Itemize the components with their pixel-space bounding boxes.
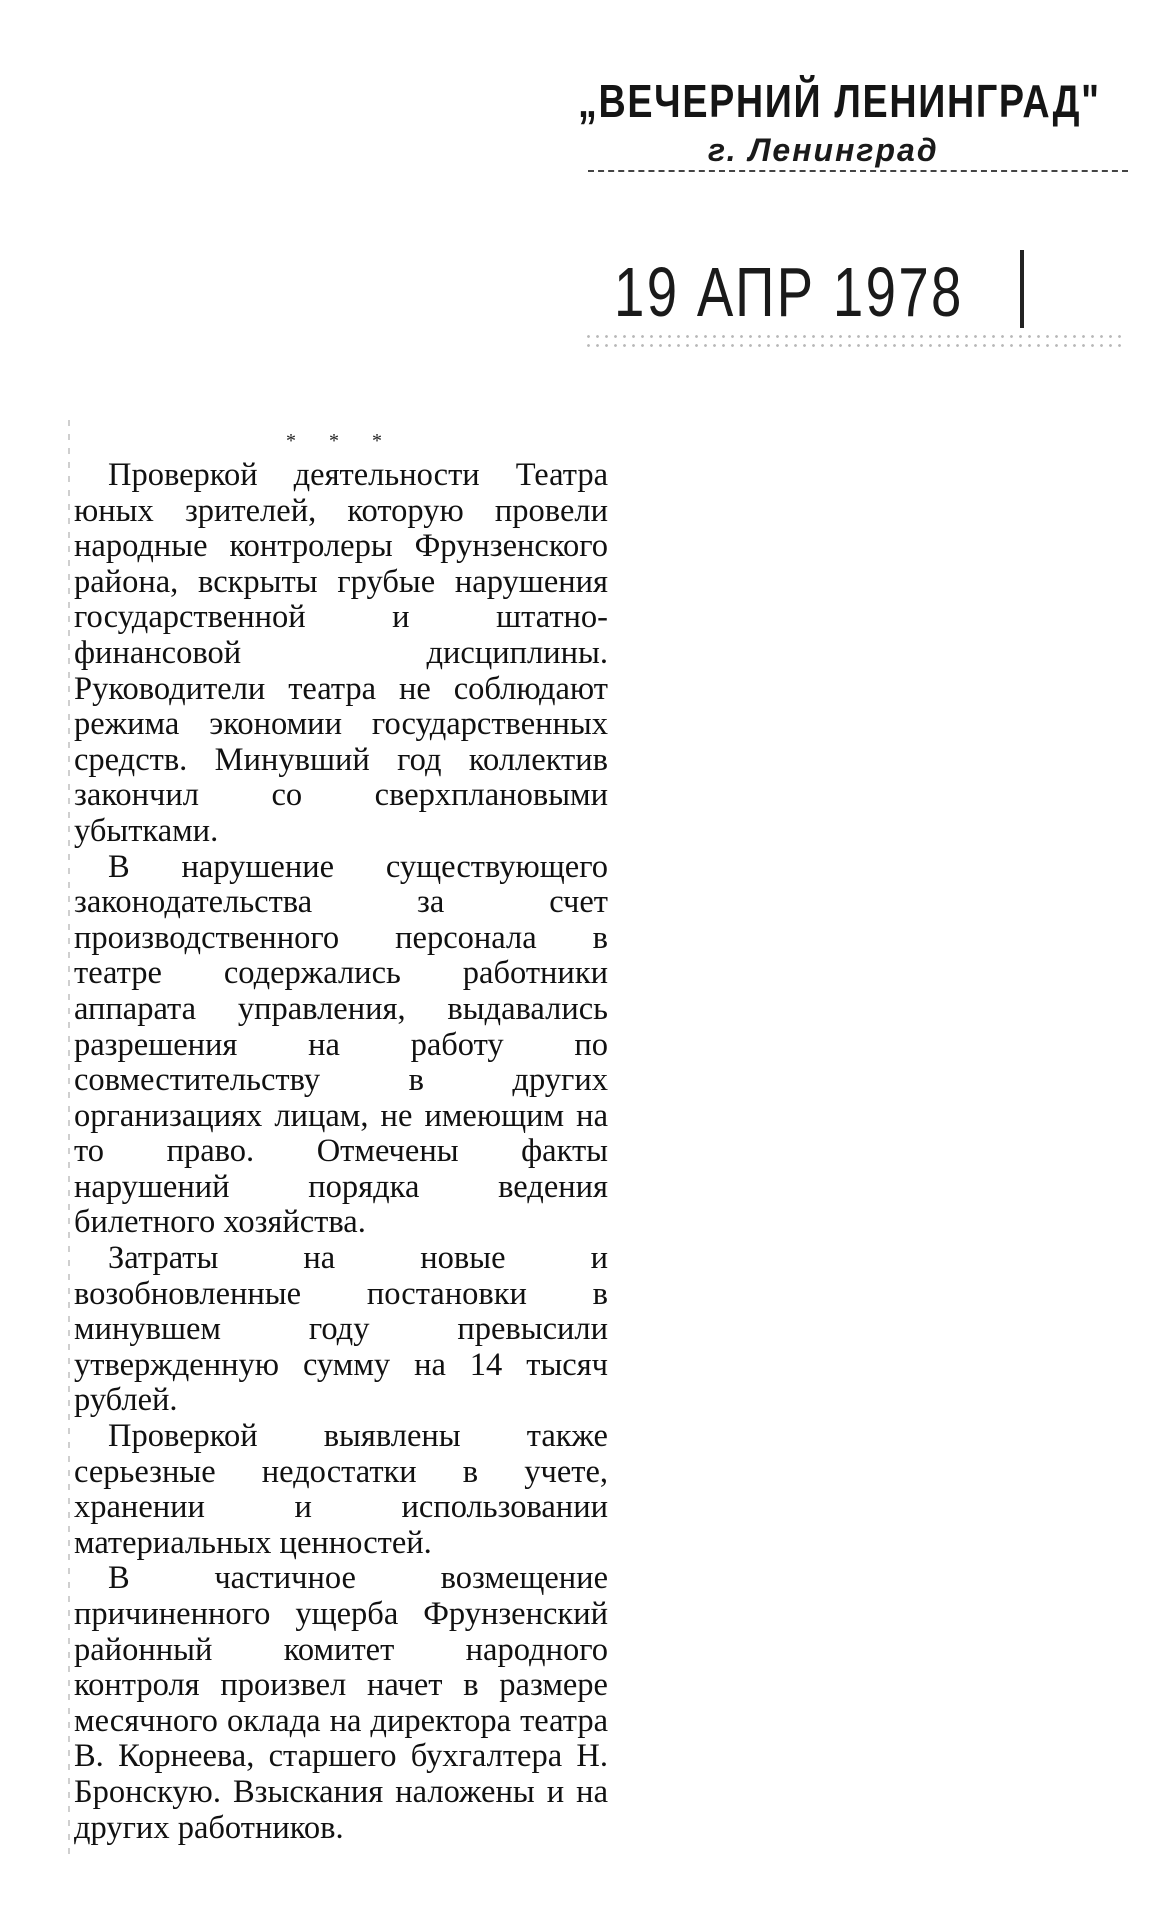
newspaper-stamp: [578, 30, 1138, 390]
stamp-dotted-line: [584, 332, 1124, 350]
article-paragraph-3: Затраты на новые и возобновленные постановки в минувшем году превысили утвержденную сумму на 14 тысяч рублей.: [74, 1240, 608, 1419]
stamp-divider: [588, 170, 1128, 172]
article-separator-mark: * * *: [286, 430, 396, 452]
article-paragraph-5: В частичное возмещение причиненного ущерба Фрунзенский районный комитет народного контроля произвел начет в размере месячного оклада на директора театра В. Корнеева, старшего бухгалтера Н. Бронскую. Взыскания наложены и на других работников.: [74, 1560, 608, 1846]
article-paragraph-2: В нарушение существующего законодательства за счет производственного персонала в театре содержались работники аппарата управления, выдавались разрешения на работу по совместительству в других организациях лицам, не имеющим на то право. Отмечены факты нарушений порядка ведения билетного хозяйства.: [74, 848, 608, 1241]
stamp-date: 19 АПР 1978: [614, 253, 964, 331]
article-paragraph-1: Проверкой деятельности Театра юных зрителей, которую провели народные контролеры Фрунзенского района, вскрыты грубые нарушения государственной и штатно-финансовой дисциплины. Руководители театра не соблюдают режима экономии государственных средств. Минувший год коллектив закончил со сверхплановыми убытками.: [74, 457, 608, 849]
news-article: [74, 428, 608, 1846]
article-paragraph-4: Проверкой выявлены также серьезные недостатки в учете, хранении и использовании материальных ценностей.: [74, 1418, 608, 1561]
clipping-edge: [68, 420, 70, 1860]
stamp-city: г. Ленинград: [708, 132, 939, 168]
stamp-date-bar: [1020, 250, 1024, 328]
stamp-newspaper-name: „ВЕЧЕРНИЙ ЛЕНИНГРАД": [578, 75, 1101, 127]
